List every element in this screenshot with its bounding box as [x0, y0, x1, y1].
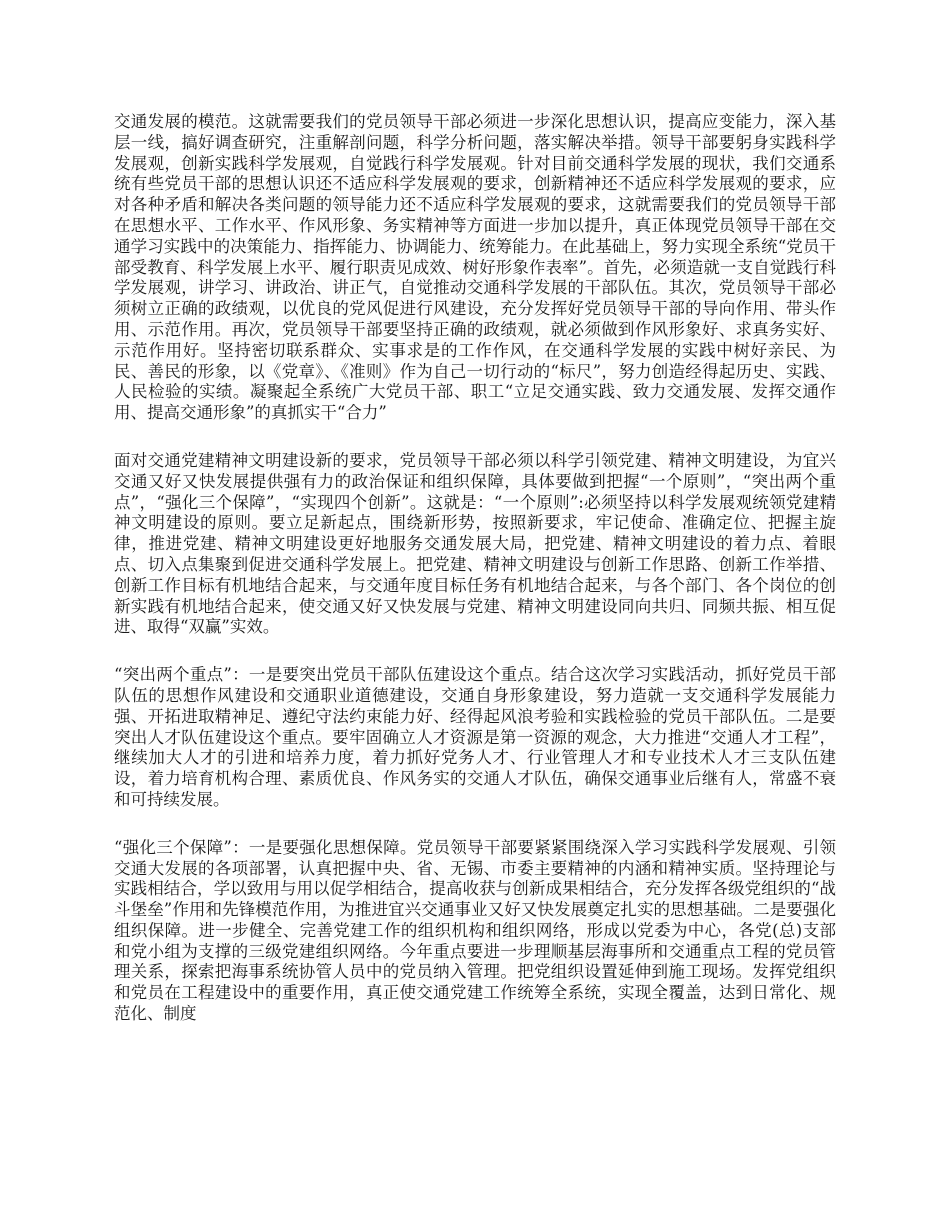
paragraph-3: “突出两个重点”：一是要突出党员干部队伍建设这个重点。结合这次学习实践活动，抓好党员干部队伍的思想作风建设和交通职业道德建设，交通自身形象建设，努力造就一支交通科学发展能力强、开拓进取精神足、遵纪守法约束能力好、经得起风浪考验和实践检验的党员干部队伍。二是要突出人才队伍建设这个重点。要牢固确立人才资源是第一资源的观念，大力推进“交通人才工程”，继续加大人才的引进和培养力度，着力抓好党务人才、行业管理人才和专业技术人才三支队伍建设，着力培育机构合理、素质优良、作风务实的交通人才队伍，确保交通事业后继有人，常盛不衰和可持续发展。 [114, 665, 836, 809]
paragraph-2: 面对交通党建精神文明建设新的要求，党员领导干部必须以科学引领党建、精神文明建设，为宜兴交通又好又快发展提供强有力的政治保证和组织保障，具体要做到把握“一个原则”，“突出两个重点”，“强化三个保障”，“实现四个创新”。这就是：“一个原则”:必须坚持以科学发展观统领党建精神文明建设的原则。要立足新起点，围绕新形势，按照新要求，牢记使命、准确定位、把握主旋律，推进党建、精神文明建设更好地服务交通发展大局，把党建、精神文明建设的着力点、着眼点、切入点集聚到促进交通科学发展上。把党建、精神文明建设与创新工作思路、创新工作举措、创新工作目标有机地结合起来，与交通年度目标任务有机地结合起来，与各个部门、各个岗位的创新实践有机地结合起来，使交通又好又快发展与党建、精神文明建设同向共归、同频共振、相互促进、取得“双赢”实效。 [114, 450, 836, 637]
paragraph-1: 交通发展的模范。这就需要我们的党员领导干部必须进一步深化思想认识，提高应变能力，深入基层一线，搞好调查研究，注重解剖问题，科学分析问题，落实解决举措。领导干部要躬身实践科学发展观，创新实践科学发展观，自觉践行科学发展观。针对目前交通科学发展的现状，我们交通系统有些党员干部的思想认识还不适应科学发展观的要求，创新精神还不适应科学发展观的要求，应对各种矛盾和解决各类问题的领导能力还不适应科学发展观的要求，这就需要我们的党员领导干部在思想水平、工作水平、作风形象、务实精神等方面进一步加以提升，真正体现党员领导干部在交通学习实践中的决策能力、指挥能力、协调能力、统筹能力。在此基础上，努力实现全系统“党员干部受教育、科学发展上水平、履行职责见成效、树好形象作表率”。首先，必须造就一支自觉践行科学发展观，讲学习、讲政治、讲正气，自觉推动交通科学发展的干部队伍。其次，党员领导干部必须树立正确的政绩观，以优良的党风促进行风建设，充分发挥好党员领导干部的导向作用、带头作用、示范作用。再次，党员领导干部要坚持正确的政绩观，就必须做到作风形象好、求真务实好、示范作用好。坚持密切联系群众、实事求是的工作作风，在交通科学发展的实践中树好亲民、为民、善民的形象，以《党章》、《准则》作为自己一切行动的“标尺”，努力创造经得起历史、实践、人民检验的实绩。凝聚起全系统广大党员干部、职工“立足交通实践、致力交通发展、发挥交通作用、提高交通形象”的真抓实干“合力” [114, 112, 836, 423]
document-body [114, 112, 836, 1052]
paragraph-4: “强化三个保障”：一是要强化思想保障。党员领导干部要紧紧围绕深入学习实践科学发展观、引领交通大发展的各项部署，认真把握中央、省、无锡、市委主要精神的内涵和精神实质。坚持理论与实践相结合，学以致用与用以促学相结合，提高收获与创新成果相结合，充分发挥各级党组织的“战斗堡垒”作用和先锋模范作用，为推进宜兴交通事业又好又快发展奠定扎实的思想基础。二是要强化组织保障。进一步健全、完善党建工作的组织机构和组织网络，形成以党委为中心，各党(总)支部和党小组为支撑的三级党建组织网络。今年重点要进一步理顺基层海事所和交通重点工程的党员管理关系，探索把海事系统协管人员中的党员纳入管理。把党组织设置延伸到施工现场。发挥党组织和党员在工程建设中的重要作用，真正使交通党建工作统筹全系统，实现全覆盖，达到日常化、规范化、制度 [114, 837, 836, 1024]
